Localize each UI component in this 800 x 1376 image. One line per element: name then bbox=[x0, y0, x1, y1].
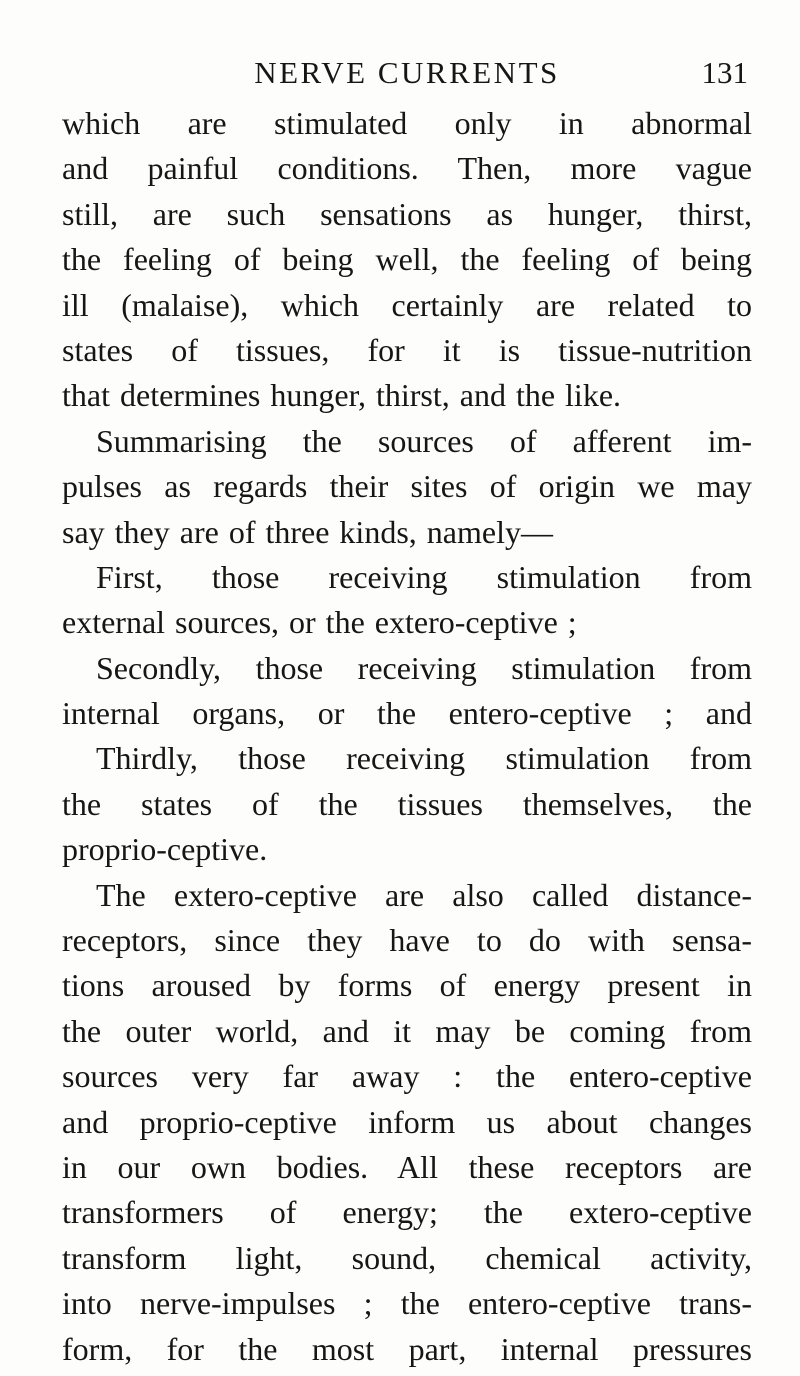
running-title: NERVE CURRENTS bbox=[254, 55, 560, 90]
text-line: Secondly, those receiving stimulation from bbox=[96, 649, 752, 686]
text-line: in our own bodies. All these receptors are bbox=[62, 1148, 752, 1185]
text-line: transformers of energy; the extero-ceptive bbox=[62, 1194, 752, 1231]
text-line: sources very far away : the entero-ceptive bbox=[62, 1058, 752, 1095]
text-line: proprio-ceptive. bbox=[62, 831, 268, 868]
text-line: transform light, sound, chemical activity, bbox=[62, 1239, 752, 1276]
text-line: and proprio-ceptive inform us about changes bbox=[62, 1103, 752, 1140]
text-line: ill (malaise), which certainly are related to bbox=[62, 286, 752, 323]
text-line: say they are of three kinds, namely— bbox=[62, 513, 553, 550]
body-text bbox=[62, 101, 752, 1372]
text-line: which are stimulated only in abnormal bbox=[62, 105, 752, 141]
text-line: and painful conditions. Then, more vague bbox=[62, 150, 752, 187]
text-line: the outer world, and it may be coming from bbox=[62, 1012, 752, 1049]
running-head bbox=[64, 50, 750, 96]
text-line: external sources, or the extero-ceptive ; bbox=[62, 604, 577, 641]
text-line: Summarising the sources of afferent im- bbox=[96, 422, 752, 459]
text-line: pulses as regards their sites of origin we may bbox=[62, 468, 752, 505]
text-line: The extero-ceptive are also called distance- bbox=[96, 876, 752, 913]
text-line: Thirdly, those receiving stimulation from bbox=[96, 740, 752, 777]
text-line: the states of the tissues themselves, the bbox=[62, 785, 752, 822]
text-line: form, for the most part, internal pressures bbox=[62, 1330, 752, 1367]
text-line: that determines hunger, thirst, and the like. bbox=[62, 377, 622, 414]
text-line: into nerve-impulses ; the entero-ceptive trans- bbox=[62, 1285, 752, 1322]
text-line: the feeling of being well, the feeling of being bbox=[62, 241, 752, 278]
page-number: 131 bbox=[701, 55, 748, 90]
text-line: states of tissues, for it is tissue-nutrition bbox=[62, 331, 752, 368]
text-line: tions aroused by forms of energy present in bbox=[62, 967, 752, 1004]
text-line: First, those receiving stimulation from bbox=[96, 558, 752, 595]
text-line: still, are such sensations as hunger, thirst, bbox=[62, 195, 752, 232]
text-line: receptors, since they have to do with sensa- bbox=[62, 922, 752, 959]
text-line: internal organs, or the entero-ceptive ; and bbox=[62, 695, 752, 732]
